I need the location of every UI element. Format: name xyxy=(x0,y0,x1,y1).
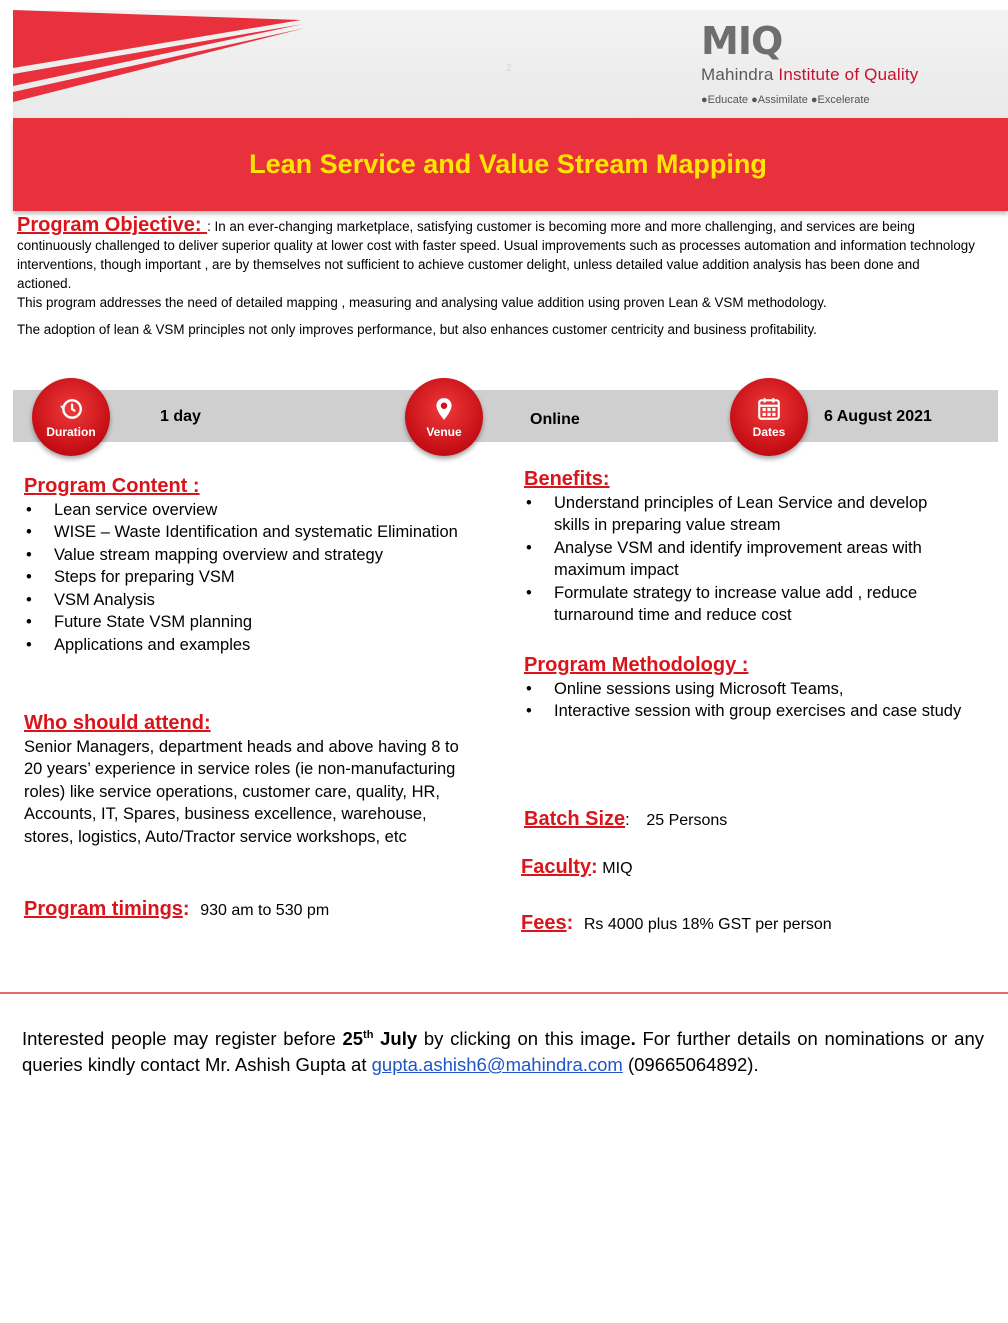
benefits-list xyxy=(524,492,964,627)
list-item: • Understand principles of Lean Service and develop skills in preparing value stream xyxy=(524,492,964,537)
page-title: Lean Service and Value Stream Mapping xyxy=(249,149,767,179)
footer-text-3: For further details on nominations or any queries kindly contact Mr. Ashish Gupta at xyxy=(22,1028,984,1076)
registration-note xyxy=(22,1022,984,1078)
benefits-section xyxy=(524,468,964,627)
dates-label: Dates xyxy=(752,424,786,439)
objective-para-1 xyxy=(17,216,977,293)
list-item: • Analyse VSM and identify improvement areas with maximum impact xyxy=(524,537,964,582)
venue-badge xyxy=(405,378,483,456)
batch-size-heading: Batch Size xyxy=(524,808,626,830)
fees-colon: : xyxy=(566,912,574,934)
program-content-section xyxy=(24,475,464,656)
logo-name-part1: Mahindra xyxy=(701,65,779,84)
logo-name xyxy=(701,65,1001,85)
logo-name-part2: Institute of Quality xyxy=(778,65,919,84)
duration-badge xyxy=(32,378,110,456)
program-objective-section xyxy=(17,216,977,339)
footer-date-suffix: th xyxy=(363,1029,374,1041)
footer-text-1: Interested people may register before xyxy=(22,1028,343,1050)
program-content-list xyxy=(24,499,464,657)
duration-label: Duration xyxy=(46,424,96,439)
logo-mark-text: MIQ xyxy=(701,19,783,63)
dates-value: 6 August 2021 xyxy=(824,408,932,425)
objective-text-1: : In an ever-changing marketplace, satisfying customer is becoming more and more challenging, and services are being continuously challenged to deliver superior quality at lower cost with faster speed. Usual improvements such as processes automation and information technology interventions, though important , are by themselves not sufficient to achieve customer delight, unless detailed value addition analysis has been done and actioned. xyxy=(17,219,975,291)
program-timings-value: 930 am to 530 pm xyxy=(200,902,330,919)
who-should-attend-heading: Who should attend: xyxy=(24,712,211,734)
dates-badge xyxy=(730,378,808,456)
faculty-section xyxy=(521,856,961,881)
location-pin-icon xyxy=(431,396,457,422)
program-timings-heading: Program timings xyxy=(24,898,183,920)
list-item: • Interactive session with group exercises and case study xyxy=(524,700,964,723)
list-item: • Value stream mapping overview and strategy xyxy=(24,544,464,567)
footer-date-month: July xyxy=(373,1028,418,1050)
list-item: • Steps for preparing VSM xyxy=(24,566,464,589)
footer-text-4: (09665064892). xyxy=(622,1054,759,1076)
clock-history-icon xyxy=(58,396,84,422)
fees-heading: Fees xyxy=(521,912,567,934)
list-item: • Future State VSM planning xyxy=(24,611,464,634)
fees-section xyxy=(521,912,961,937)
venue-value: Online xyxy=(530,411,580,428)
footer-dot: . xyxy=(630,1028,636,1050)
batch-size-section xyxy=(524,808,964,833)
list-item: • Lean service overview xyxy=(24,499,464,522)
methodology-list xyxy=(524,678,964,723)
methodology-section xyxy=(524,654,964,723)
duration-value: 1 day xyxy=(160,408,201,425)
list-item: • Applications and examples xyxy=(24,634,464,657)
benefits-heading: Benefits: xyxy=(524,468,610,490)
miq-logo xyxy=(701,19,1001,106)
faculty-colon: : xyxy=(591,856,598,878)
program-timings-section xyxy=(24,898,464,923)
program-content-heading: Program Content : xyxy=(24,475,200,497)
footer-date-day: 25 xyxy=(342,1028,364,1050)
list-item: • VSM Analysis xyxy=(24,589,464,612)
logo-mark xyxy=(701,19,1001,63)
title-banner xyxy=(13,118,1008,211)
who-should-attend-section xyxy=(24,712,464,848)
list-item: • WISE – Waste Identification and systematic Elimination xyxy=(24,521,464,544)
program-timings-colon: : xyxy=(182,898,190,920)
objective-heading: Program Objective: xyxy=(17,214,208,236)
stray-character: z xyxy=(506,60,512,74)
venue-label: Venue xyxy=(426,424,462,439)
fees-value: Rs 4000 plus 18% GST per person xyxy=(583,916,832,933)
list-item: • Online sessions using Microsoft Teams, xyxy=(524,678,964,701)
batch-size-colon: : xyxy=(625,811,630,829)
header xyxy=(13,10,1008,118)
objective-para-3: The adoption of lean & VSM principles not only improves performance, but also enhances customer centricity and business profitability. xyxy=(17,322,817,337)
logo-tagline: ●Educate ●Assimilate ●Excelerate xyxy=(701,94,870,106)
faculty-heading: Faculty xyxy=(521,856,592,878)
methodology-heading: Program Methodology : xyxy=(524,654,749,676)
list-item: • Formulate strategy to increase value add , reduce turnaround time and reduce cost xyxy=(524,582,964,627)
calendar-icon xyxy=(756,396,782,422)
who-should-attend-text: Senior Managers, department heads and above having 8 to 20 years’ experience in service roles (ie non-manufacturing roles) like service operations, customer care, quality, HR, Accounts, IT, Spares, business excellence, warehouse, stores, logistics, Auto/Tractor service workshops, etc xyxy=(24,737,459,846)
footer-text-2: by clicking on this image xyxy=(417,1028,631,1050)
batch-size-value: 25 Persons xyxy=(646,812,728,829)
faculty-value: MIQ xyxy=(602,860,633,877)
red-stripes-graphic xyxy=(13,10,313,105)
divider-line xyxy=(0,992,1008,994)
objective-para-2: This program addresses the need of detailed mapping , measuring and analysing value addition using proven Lean & VSM methodology. xyxy=(17,295,827,310)
contact-email-link[interactable]: gupta.ashish6@mahindra.com xyxy=(371,1054,623,1076)
